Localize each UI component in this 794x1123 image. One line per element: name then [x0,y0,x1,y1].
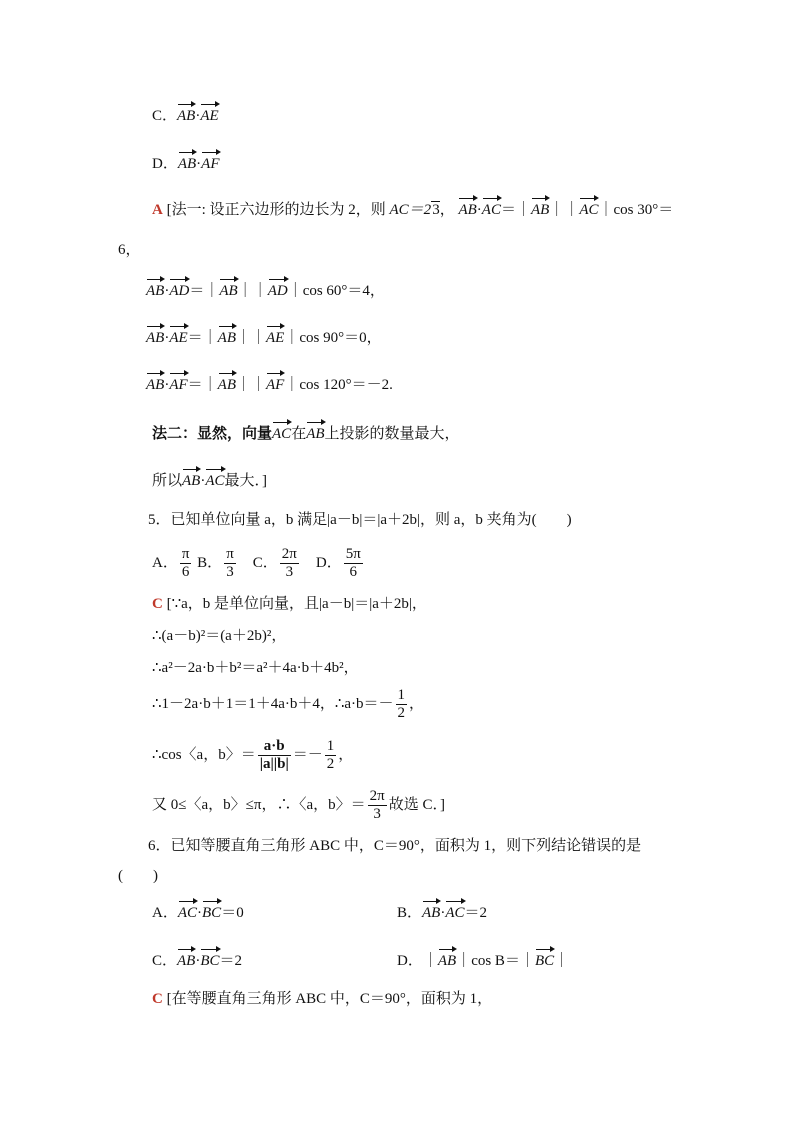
q4-solution-line-1: A [法一: 设正六边形的边长为 2，则 AC＝23， AB·AC＝｜AB｜｜AC｜cos 30°＝ [152,202,674,218]
q5-solution-line-2: ∴(a－b)²＝(a＋2b)²， [152,628,287,644]
q4-option-d: D．AB·AF [152,156,220,172]
q5-solution-line-3: ∴a²－2a·b＋b²＝a²＋4a·b＋4b²， [152,660,359,676]
q4-solution-eq-af: AB·AF＝｜AB｜｜AF｜cos 120°＝－2. [146,377,393,393]
q6-stem: 6．已知等腰直角三角形 ABC 中，C＝90°，面积为 1，则下列结论错误的是 [148,838,642,854]
q4-solution-conclusion: 所以AB·AC最大．] [152,473,268,489]
q4-answer: A [152,202,163,218]
q6-option-a: A．AC·BC＝0 [152,905,244,921]
q6-answer: C [152,991,163,1007]
q5-solution-line-1: C [∵a，b 是单位向量，且|a－b|＝|a＋2b|， [152,596,427,612]
q4-option-c: C．AB·AE [152,108,219,124]
q4-solution-eq-ad: AB·AD＝｜AB｜｜AD｜cos 60°＝4， [146,283,385,299]
q4-solution-wrap: 6， [118,242,141,258]
q4-solution-method2: 法二：显然，向量AC在AB上投影的数量最大， [152,426,460,442]
q6-option-c: C．AB·BC＝2 [152,953,243,969]
q6-option-d: D．｜AB｜cos B＝｜BC｜ [397,953,570,969]
q5-solution-line-6: 又 0≤〈a，b〉≤π，∴〈a，b〉＝ $\frac{2\pi}{3}$ 故选 C．] [152,788,445,823]
q5-answer: C [152,596,163,612]
q5-solution-line-4: ∴1－2a·b＋1＝1＋4a·b＋4，∴a·b＝－ $\frac{1}{2}$ ， [152,687,425,722]
q5-options: A． $\frac{\pi}{6}$ B． $\frac{\pi}{3}$ C． $\frac{2\pi}{3}$ D． $\frac{5\pi}{6}$ [152,546,361,581]
q6-solution-line-1: C [在等腰直角三角形 ABC 中，C＝90°，面积为 1， [152,991,493,1007]
q5-stem: 5．已知单位向量 a，b 满足|a－b|＝|a＋2b|，则 a，b 夹角为( ) [148,512,572,528]
q4-solution-eq-ae: AB·AE＝｜AB｜｜AE｜cos 90°＝0， [146,330,382,346]
q5-solution-line-5: ∴cos〈a，b〉＝ $\frac{a\cdot b}{|a||b|}$ ＝－ $\frac{1}{2}$ ， [152,738,354,773]
q6-stem-wrap: ( ) [118,868,158,884]
q6-option-b: B．AB·AC＝2 [397,905,488,921]
